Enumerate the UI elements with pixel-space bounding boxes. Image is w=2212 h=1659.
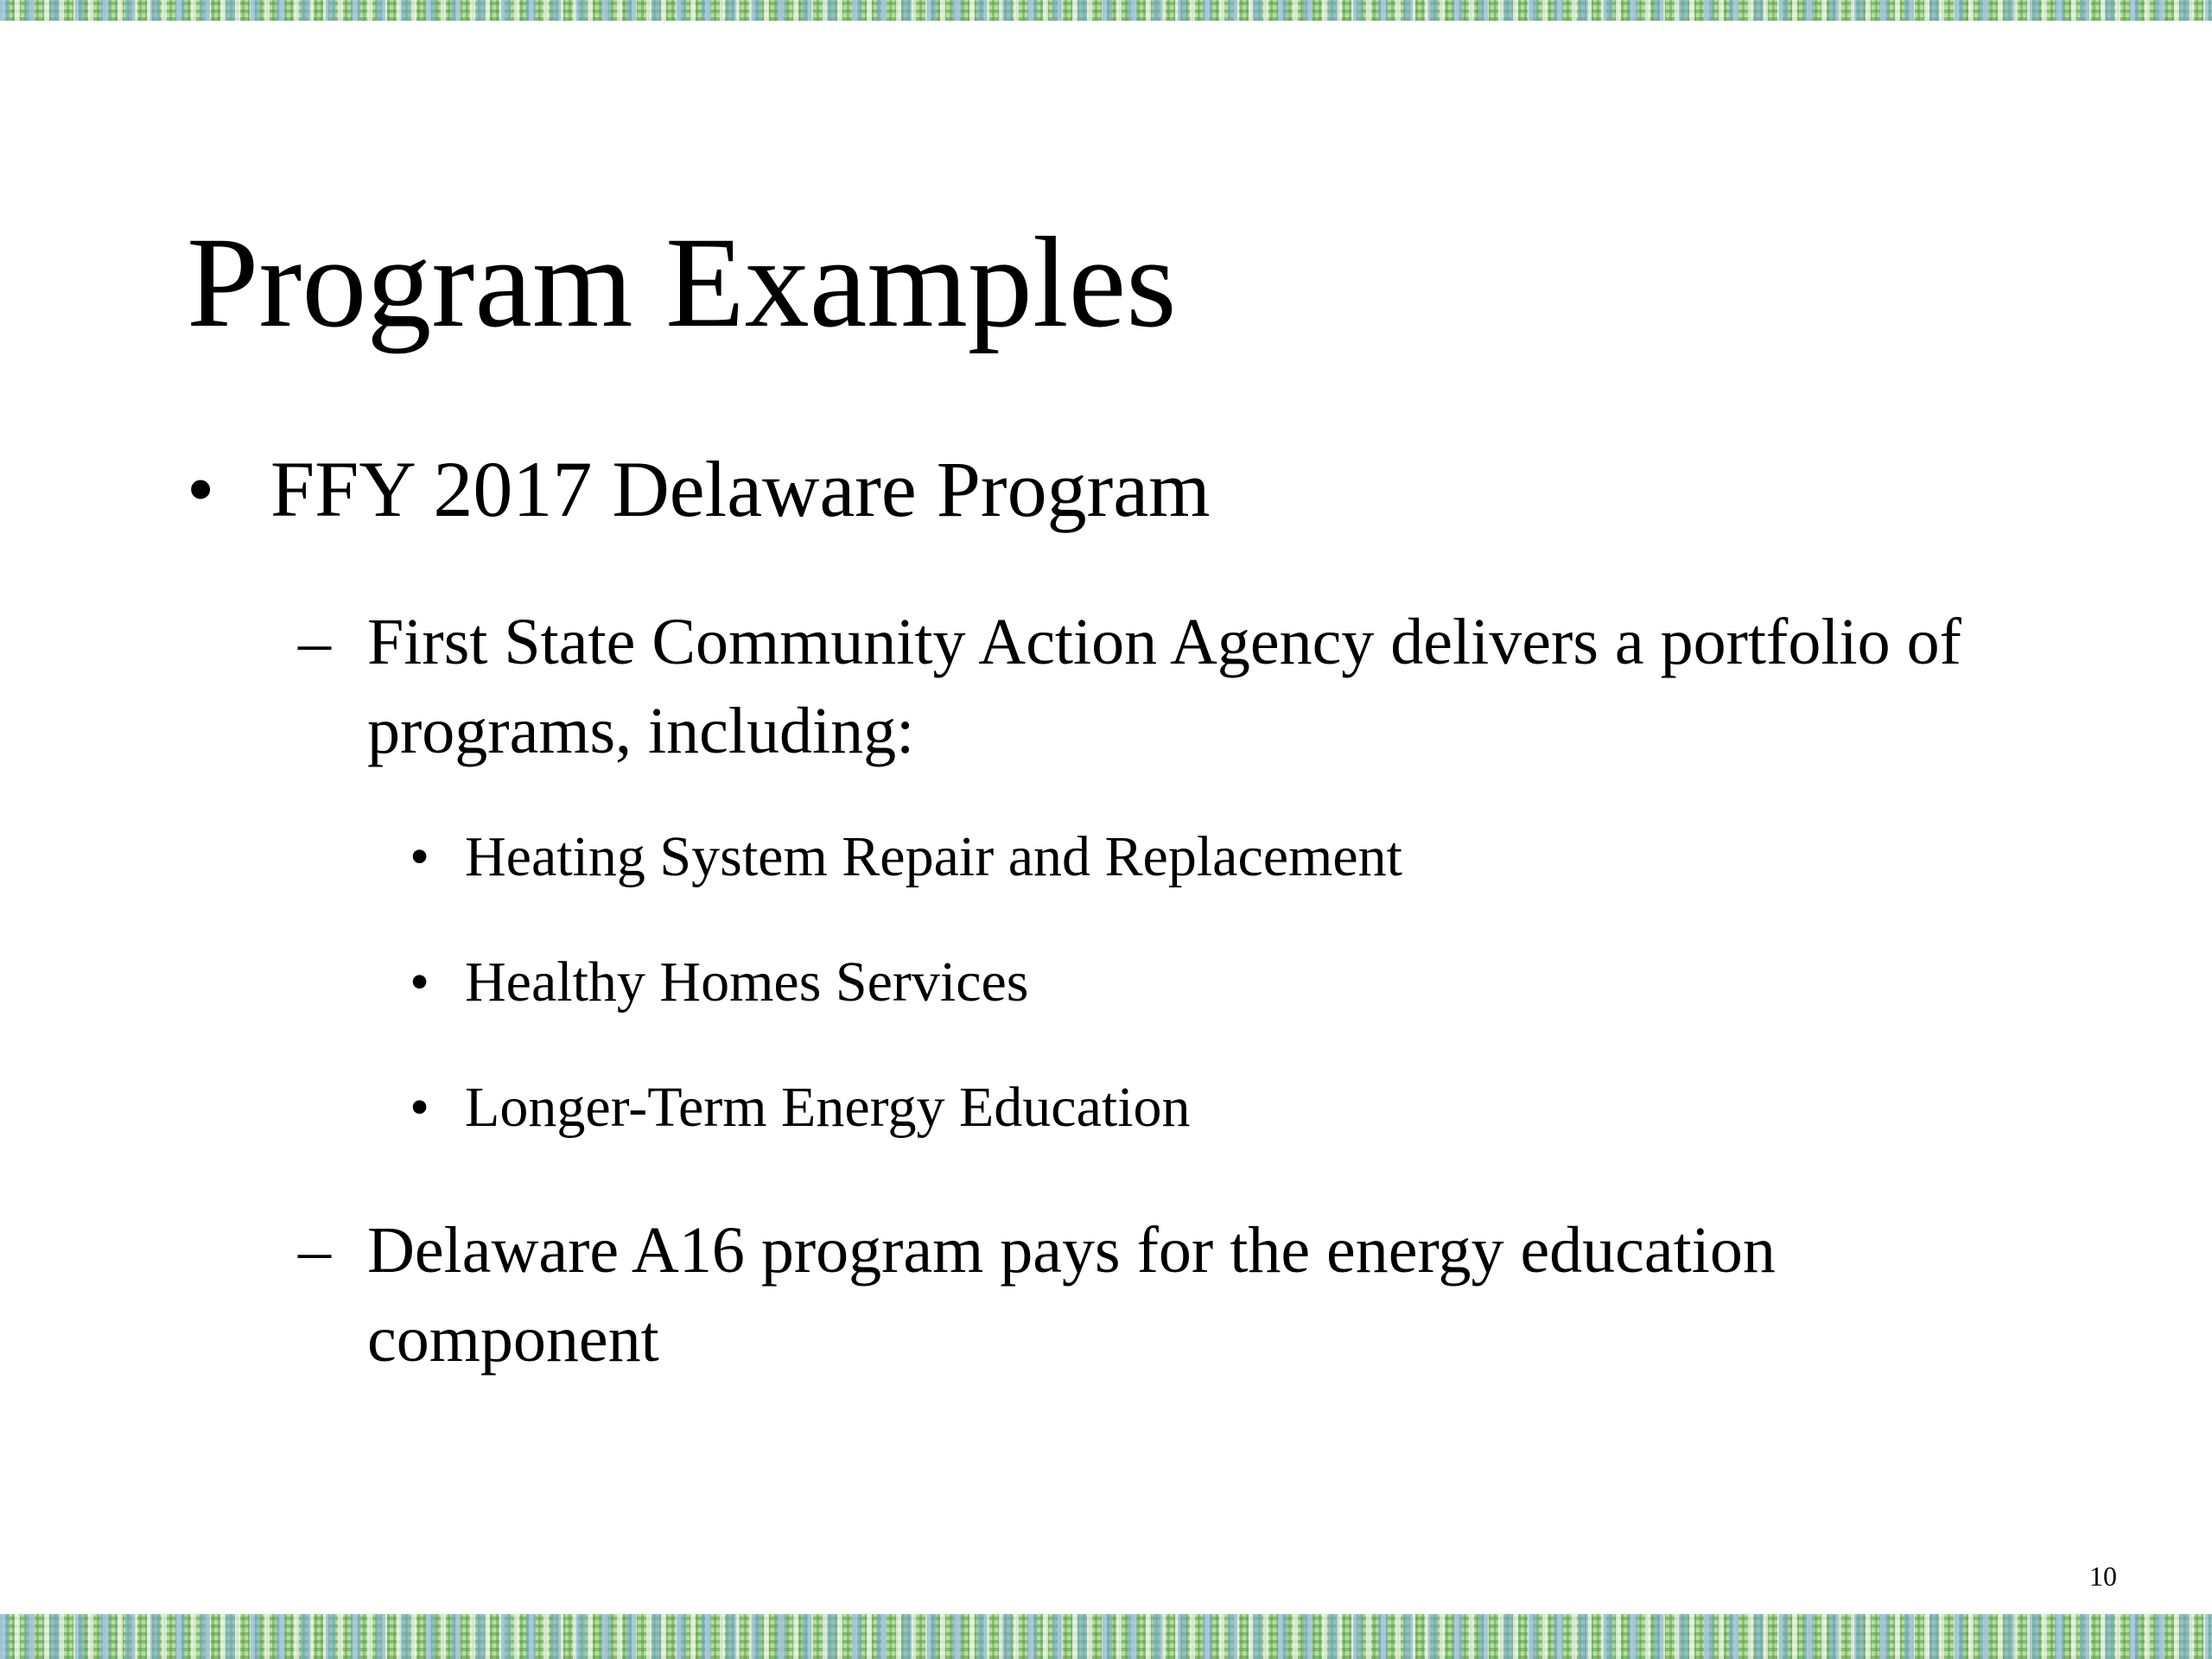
- top-decorative-border: [0, 0, 2212, 21]
- bullet-icon: •: [187, 445, 215, 533]
- bullet-level2-text: First State Community Action Agency delivers a portfolio of programs, including:: [367, 606, 1961, 767]
- bullet-level2-text: Delaware A16 program pays for the energy education component: [367, 1214, 1776, 1376]
- dash-icon: –: [298, 606, 331, 678]
- page-number: 10: [2089, 1560, 2117, 1592]
- bullet-icon: •: [410, 825, 430, 888]
- bullet-level3-text: Heating System Repair and Replacement: [465, 825, 1403, 888]
- bullet-level3-text: Longer-Term Energy Education: [465, 1076, 1191, 1139]
- bottom-decorative-border: [0, 1614, 2212, 1659]
- bullet-level3-text: Healthy Homes Services: [465, 950, 1029, 1014]
- dash-icon: –: [298, 1214, 331, 1287]
- bullet-icon: •: [410, 1076, 430, 1139]
- bullet-icon: •: [410, 950, 430, 1014]
- bullet-level1-text: FFY 2017 Delaware Program: [270, 445, 1211, 533]
- slide-title: Program Examples: [187, 211, 1177, 354]
